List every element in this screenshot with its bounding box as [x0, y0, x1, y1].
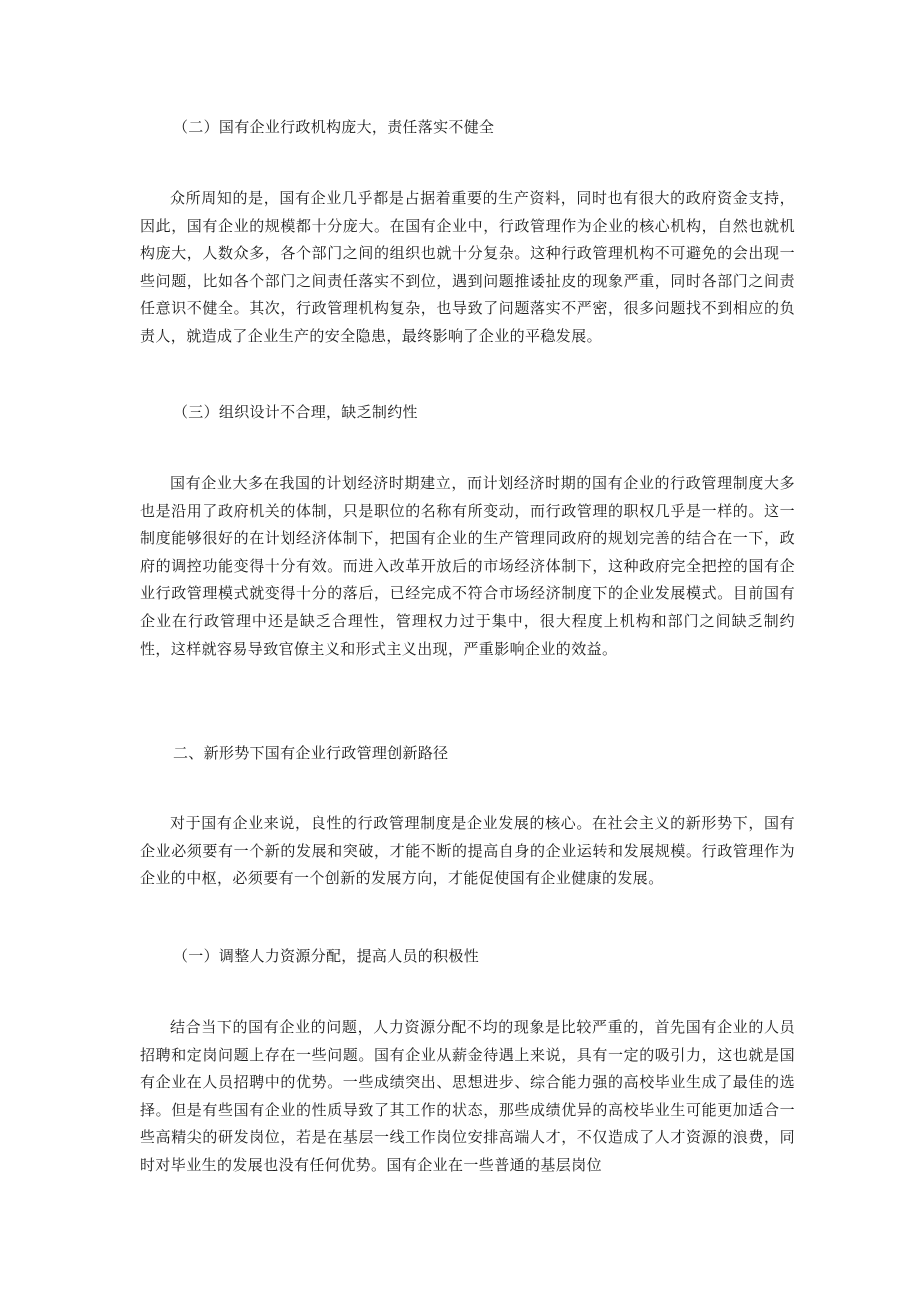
paragraph-3-1: 结合当下的国有企业的问题，人力资源分配不均的现象是比较严重的，首先国有企业的人员招聘和定岗问题上存在一些问题。国有企业从薪金待遇上来说，具有一定的吸引力，这也就是国有企业在人员招聘中的优势。一些成绩突出、思想进步、综合能力强的高校毕业生成了最佳的选择。但是有些国有企业的性质导致了其工作的状态，那些成绩优异的高校毕业生可能更加适合一些高精尖的研发岗位，若是在基层一线工作岗位安排高端人才，不仅造成了人才资源的浪费，同时对毕业生的发展也没有任何优势。国有企业在一些普通的基层岗位 — [140, 1018, 795, 1174]
section-heading-part-2: 二、新形势下国有企业行政管理创新路径 — [173, 744, 449, 762]
section-heading-2-3: （三）组织设计不合理，缺乏制约性 — [173, 403, 418, 421]
paragraph-part-2-intro: 对于国有企业来说，良性的行政管理制度是企业发展的核心。在社会主义的新形势下，国有企业必须要有一个新的发展和突破，才能不断的提高自身的企业运转和发展规模。行政管理作为企业的中枢，必须要有一个创新的发展方向，才能促使国有企业健康的发展。 — [140, 814, 795, 888]
section-heading-2-2: （二）国有企业行政机构庞大，责任落实不健全 — [173, 118, 495, 136]
paragraph-2-2: 众所周知的是，国有企业几乎都是占据着重要的生产资料，同时也有很大的政府资金支持，因此，国有企业的规模都十分庞大。在国有企业中，行政管理作为企业的核心机构，自然也就机构庞大，人数众多，各个部门之间的组织也就十分复杂。这种行政管理机构不可避免的会出现一些问题，比如各个部门之间责任落实不到位，遇到问题推诿扯皮的现象严重，同时各部门之间责任意识不健全。其次，行政管理机构复杂，也导致了问题落实不严密，很多问题找不到相应的负责人，就造成了企业生产的安全隐患，最终影响了企业的平稳发展。 — [140, 189, 795, 345]
paragraph-2-3: 国有企业大多在我国的计划经济时期建立，而计划经济时期的国有企业的行政管理制度大多也是沿用了政府机关的体制，只是职位的名称有所变动，而行政管理的职权几乎是一样的。这一制度能够很好的在计划经济体制下，把国有企业的生产管理同政府的规划完善的结合在一下，政府的调控功能变得十分有效。而进入改革开放后的市场经济体制下，这种政府完全把控的国有企业行政管理模式就变得十分的落后，已经完成不符合市场经济制度下的企业发展模式。目前国有企业在行政管理中还是缺乏合理性，管理权力过于集中，很大程度上机构和部门之间缺乏制约性，这样就容易导致官僚主义和形式主义出现，严重影响企业的效益。 — [140, 474, 795, 658]
section-heading-3-1: （一）调整人力资源分配，提高人员的积极性 — [173, 947, 480, 965]
